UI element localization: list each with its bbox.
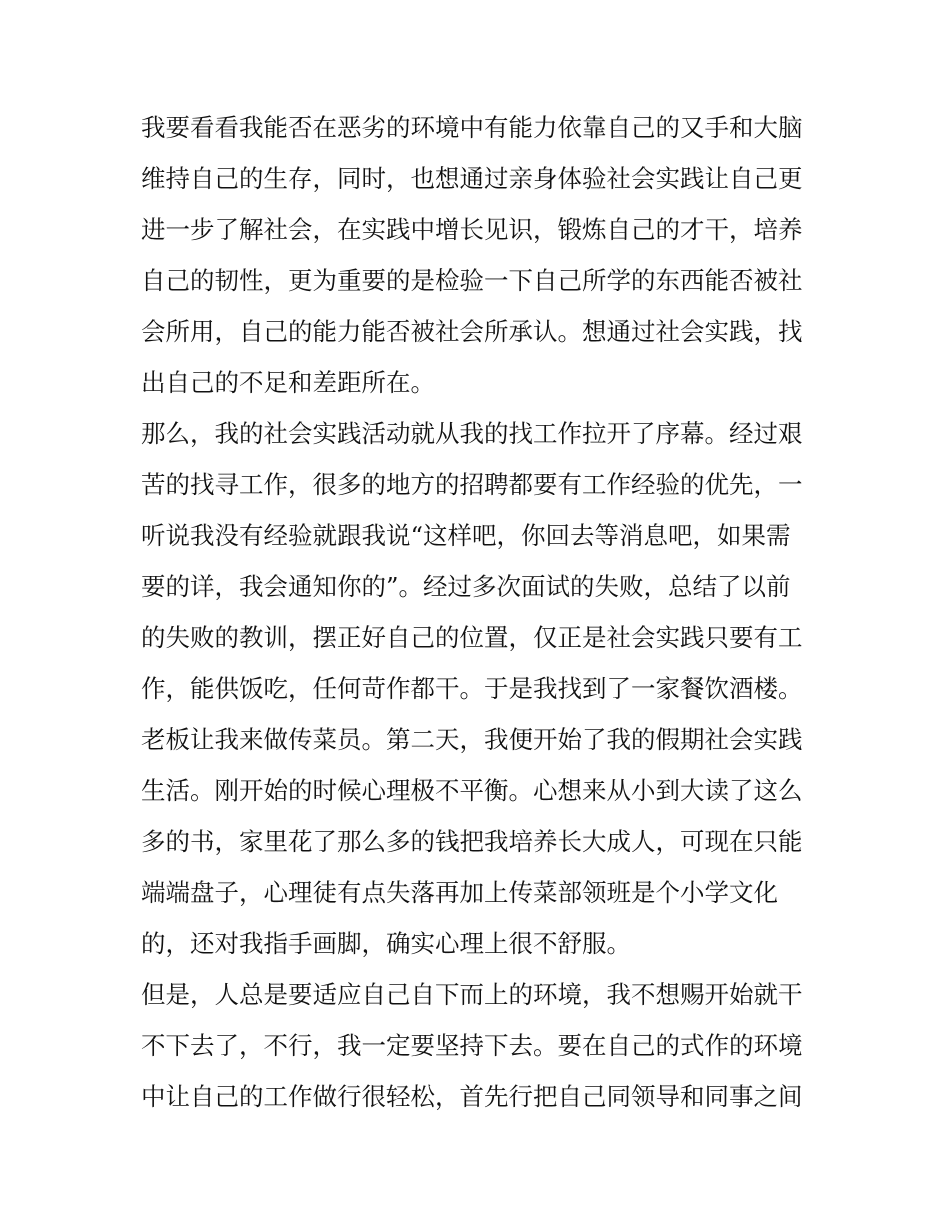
body-text — [141, 102, 821, 1122]
text-line-7: 那么，我的社会实践活动就从我的找工作拉开了序幕。经过艰 — [141, 419, 803, 448]
text-line-17: 的，还对我指手画脚，确实心理上很不舒服。 — [141, 929, 631, 958]
text-line-8: 苦的找寻工作，很多的地方的招聘都要有工作经验的优先，一 — [141, 470, 803, 499]
text-line-12: 作，能供饭吃，任何苛作都干。于是我找到了一家餐饮酒楼。 — [141, 674, 803, 703]
text-line-5: 会所用，自己的能力能否被社会所承认。想通过社会实践，找 — [141, 317, 803, 346]
text-line-1: 我要看看我能否在恶劣的环境中有能力依靠自己的又手和大脑 — [141, 113, 803, 142]
text-line-15: 多的书，家里花了那么多的钱把我培养长大成人，可现在只能 — [141, 827, 803, 856]
text-line-2: 维持自己的生存，同时，也想通过亲身体验社会实践让自己更 — [141, 164, 803, 193]
text-line-6: 出自己的不足和差距所在。 — [141, 368, 435, 397]
text-line-3: 进一步了解社会，在实践中增长见识，锻炼自己的才干，培养 — [141, 215, 803, 244]
text-line-10: 要的详，我会通知你的”。经过多次面试的失败，总结了以前 — [141, 572, 791, 601]
text-line-9: 听说我没有经验就跟我说“这样吧，你回去等消息吧，如果需 — [141, 521, 791, 550]
text-line-20: 中让自己的工作做行很轻松，首先行把自己同领导和同事之间 — [141, 1082, 803, 1111]
text-line-4: 自己的韧性，更为重要的是检验一下自己所学的东西能否被社 — [141, 266, 803, 295]
text-line-18: 但是，人总是要适应自己自下而上的环境，我不想赐开始就干 — [141, 980, 803, 1009]
text-line-16: 端端盘子，心理徒有点失落再加上传菜部领班是个小学文化 — [141, 878, 778, 907]
text-line-14: 生活。刚开始的时候心理极不平衡。心想来从小到大读了这么 — [141, 776, 803, 805]
text-line-19: 不下去了，不行，我一定要坚持下去。要在自己的式作的环境 — [141, 1031, 803, 1060]
text-line-11: 的失败的教训，摆正好自己的位置，仅正是社会实践只要有工 — [141, 623, 803, 652]
text-line-13: 老板让我来做传菜员。第二天，我便开始了我的假期社会实践 — [141, 725, 803, 754]
